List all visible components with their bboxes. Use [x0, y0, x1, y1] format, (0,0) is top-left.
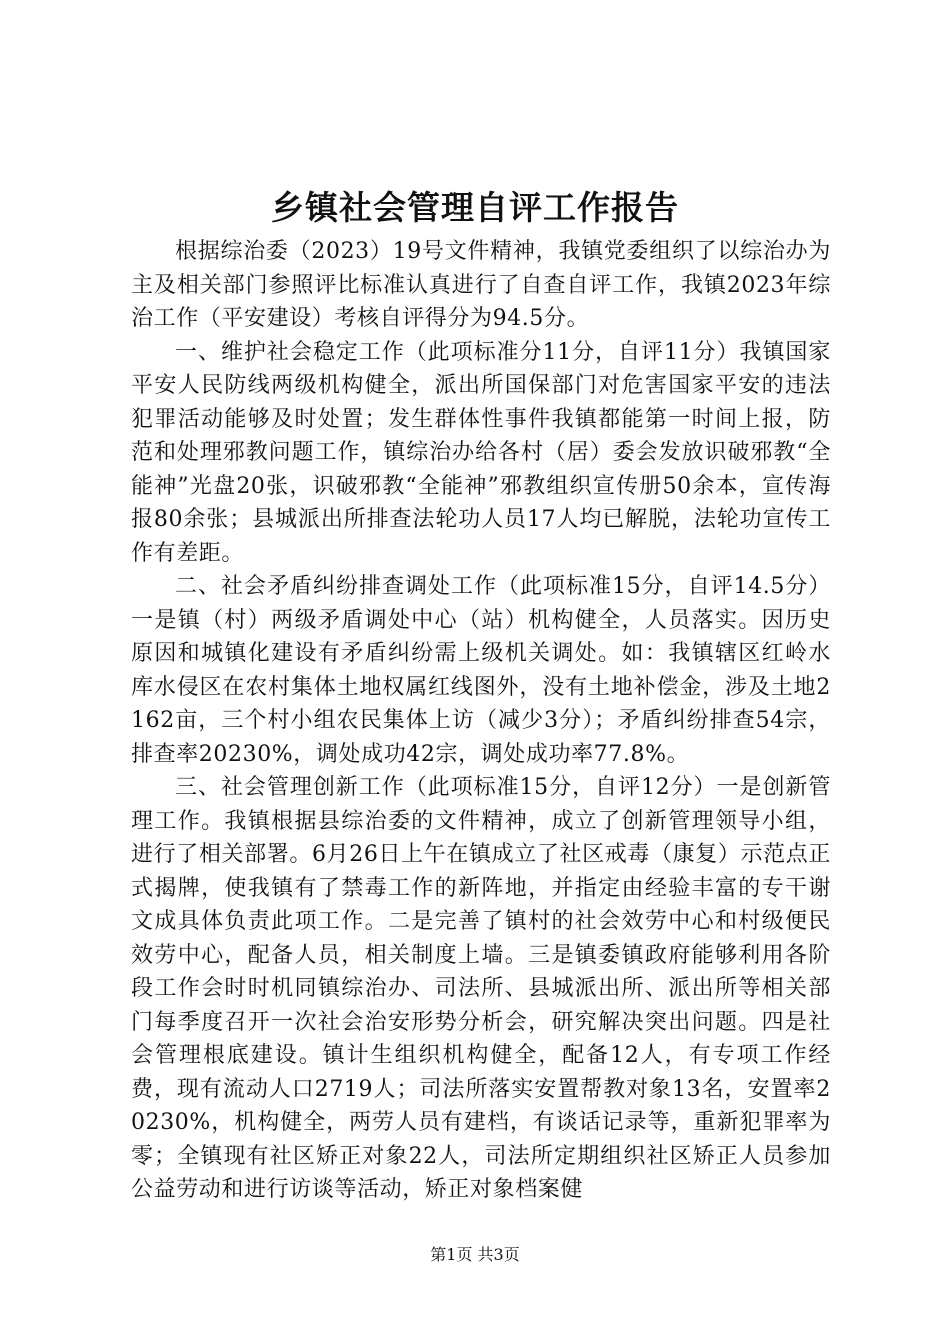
paragraph-section-1: 一、维护社会稳定工作（此项标准分11分，自评11分）我镇国家平安人民防线两级机构健全，派出所国保部门对危害国家平安的违法犯罪活动能够及时处置；发生群体性事件我镇都能第一时间上报，防范和处理邪教问题工作，镇综治办给各村（居）委会发放识破邪教“全能神”光盘20张，识破邪教“全能神”邪教组织宣传册50余本，宣传海报80余张；县城派出所排查法轮功人员17人均已解脱，法轮功宣传工作有差距。 [131, 339, 831, 566]
paragraph-section-3: 三、社会管理创新工作（此项标准15分，自评12分）一是创新管理工作。我镇根据县综治委的文件精神，成立了创新管理领导小组，进行了相关部署。6月26日上午在镇成立了社区戒毒（康复）示范点正式揭牌，使我镇有了禁毒工作的新阵地，并指定由经验丰富的专干谢文成具体负责此项工作。二是完善了镇村的社会效劳中心和村级便民效劳中心，配备人员，相关制度上墙。三是镇委镇政府能够利用各阶段工作会时时机同镇综治办、司法所、县城派出所、派出所等相关部门每季度召开一次社会治安形势分析会，研究解决突出问题。四是社会管理根底建设。镇计生组织机构健全，配备12人，有专项工作经费，现有流动人口2719人；司法所落实安置帮教对象13名，安置率20230%，机构健全，两劳人员有建档，有谈话记录等，重新犯罪率为零；全镇现有社区矫正对象22人，司法所定期组织社区矫正人员参加公益劳动和进行访谈等活动，矫正对象档案健 [131, 775, 831, 1202]
document-title: 乡镇社会管理自评工作报告 [271, 188, 679, 227]
document-body [131, 235, 831, 1207]
paragraph-intro: 根据综治委（2023）19号文件精神，我镇党委组织了以综治办为主及相关部门参照评比标准认真进行了自查自评工作，我镇2023年综治工作（平安建设）考核自评得分为94.5分。 [131, 239, 831, 331]
paragraph-section-2: 二、社会矛盾纠纷排查调处工作（此项标准15分，自评14.5分）一是镇（村）两级矛盾调处中心（站）机构健全，人员落实。因历史原因和城镇化建设有矛盾纠纷需上级机关调处。如：我镇辖区红岭水库水侵区在农村集体土地权属红线图外，没有土地补偿金，涉及土地2162亩，三个村小组农民集体上访（减少3分）；矛盾纠纷排查54宗，排查率20230%，调处成功42宗，调处成功率77.8%。 [131, 574, 831, 767]
page-number-footer: 第1页 共3页 [430, 1245, 520, 1264]
